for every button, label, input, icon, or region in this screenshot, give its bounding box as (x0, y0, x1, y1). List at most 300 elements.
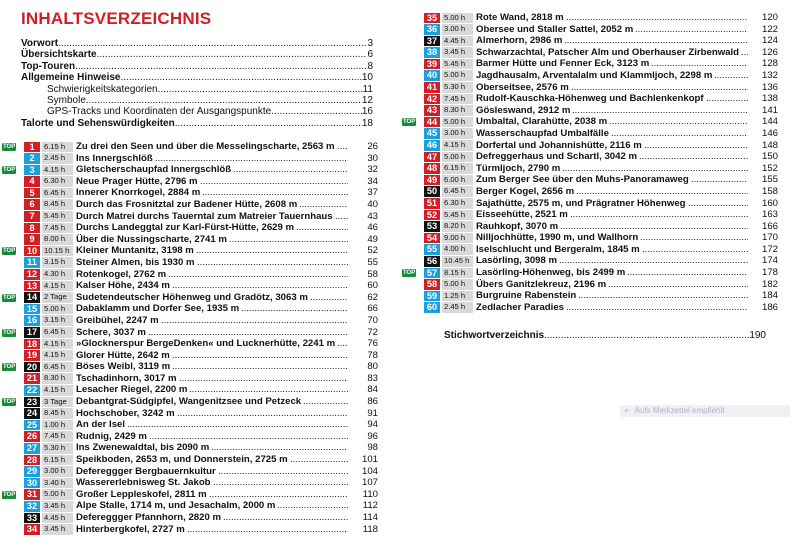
tour-page: 86 (348, 396, 378, 408)
tour-duration: 4.00 h (442, 244, 473, 255)
tour-duration: 5.00 h (442, 13, 473, 24)
tour-number: 28 (24, 455, 40, 466)
tour-name: Jagdhausalm, Arventalalm und Klammljoch, 2298 m (476, 69, 713, 81)
tour-name: Durch Matrei durchs Tauerntal zum Matreier Tauernhaus (76, 210, 333, 222)
tour-page: 122 (748, 24, 778, 36)
tour-number: 56 (424, 256, 440, 267)
leader-dots (158, 84, 363, 95)
front-matter-list (21, 38, 373, 129)
stichwort-page: 190 (749, 330, 766, 341)
toc-label: Allgemeine Hinweise (21, 72, 121, 84)
top-badge: TOP (3, 364, 16, 371)
top-badge: TOP (3, 167, 16, 174)
top-badge: TOP (3, 144, 16, 150)
leader-dots (97, 49, 368, 60)
toc-label: Symbole (47, 94, 86, 106)
tour-number: 40 (424, 70, 440, 81)
top-badge: TOP (403, 119, 416, 126)
tour-name: Rote Wand, 2818 m (476, 12, 564, 23)
tour-duration: 5.30 h (42, 443, 73, 454)
top-badge: TOP (403, 270, 416, 277)
tour-duration: 4.30 h (42, 269, 73, 280)
tour-name: Barmer Hütte und Fenner Eck, 3123 m (476, 58, 650, 70)
leader-dots (562, 163, 748, 175)
tour-name: Umbaltal, Clarahütte, 2038 m (476, 116, 608, 128)
tour-name: Lasörling-Höhenweg, bis 2499 m (476, 267, 626, 279)
tour-page: 60 (348, 280, 378, 292)
tour-duration: 5.00 h (42, 304, 73, 315)
tour-page: 163 (748, 209, 778, 221)
leader-dots (172, 361, 348, 373)
leader-dots (196, 245, 348, 257)
tour-number: 59 (424, 291, 440, 302)
tour-number: 45 (424, 128, 440, 139)
tour-name: Obersee und Staller Sattel, 2052 m (476, 23, 634, 35)
leader-dots (197, 257, 348, 269)
tour-number: 14 (24, 292, 40, 303)
toc-page: 18 (361, 117, 373, 129)
toc-entry[interactable] (21, 61, 373, 72)
leader-dots (127, 419, 348, 431)
tour-duration: 6.30 h (442, 198, 473, 209)
tour-page: 186 (748, 302, 778, 314)
leader-dots (640, 232, 748, 244)
leader-dots (570, 209, 748, 221)
tour-number: 21 (24, 373, 40, 384)
tour-number: 2 (24, 153, 40, 164)
tour-number: 30 (24, 478, 40, 489)
tour-name: Alpe Stalle, 1714 m, und Jesachalm, 2000 m (76, 500, 276, 512)
tour-page: 32 (348, 164, 378, 176)
leader-dots (155, 153, 348, 165)
tour-number: 52 (424, 210, 440, 221)
tour-number: 29 (24, 466, 40, 477)
tour-duration: 8.45 h (42, 408, 73, 419)
tour-name: Türmljoch, 2790 m (476, 162, 561, 174)
tour-page: 37 (348, 187, 378, 199)
tour-duration: 3.15 h (42, 257, 73, 268)
tour-duration: 4.15 h (42, 385, 73, 396)
toc-page: 11 (362, 83, 373, 95)
tour-page: 55 (348, 257, 378, 269)
leader-dots (177, 408, 348, 420)
tour-duration: 4.45 h (442, 36, 473, 47)
tour-name: Durchs Landeggtal zur Karl-Fürst-Hütte, 2629 m (76, 222, 295, 234)
tour-page: 155 (748, 174, 778, 186)
toc-label: Vorwort (21, 38, 59, 49)
tour-page: 112 (348, 500, 378, 512)
tour-name: Steiner Almen, bis 1930 m (76, 256, 195, 268)
leader-dots (299, 199, 348, 211)
tour-name: Wassererlebnisweg St. Jakob (76, 477, 211, 489)
tour-number: 34 (24, 524, 40, 535)
tour-page: 83 (348, 373, 378, 385)
leader-dots (609, 116, 748, 128)
tour-number: 26 (24, 431, 40, 442)
tour-name: Dorfertal und Johannishütte, 2116 m (476, 139, 642, 151)
tour-number: 53 (424, 221, 440, 232)
tour-name: Lesacher Riegel, 2200 m (76, 384, 188, 396)
tour-duration: 7.45 h (42, 223, 73, 234)
tour-duration: 7.45 h (442, 94, 473, 105)
tour-duration: 1.00 h (42, 420, 73, 431)
tour-page: 184 (748, 290, 778, 302)
tour-page: 96 (348, 431, 378, 443)
leader-dots (86, 95, 362, 106)
tour-number: 48 (424, 163, 440, 174)
tour-page: 132 (748, 70, 778, 82)
tour-page: 26 (348, 141, 378, 153)
tour-name: Rudolf-Kauschka-Höhenweg und Bachlenkenkopf (476, 93, 704, 105)
tour-number: 20 (24, 362, 40, 373)
tour-number: 9 (24, 234, 40, 245)
tour-duration: 8.20 h (442, 221, 473, 232)
tour-name: Hochschober, 3242 m (76, 407, 175, 419)
right-page (400, 0, 800, 554)
tour-duration: 3.45 h (42, 501, 73, 512)
tour-page: 98 (348, 442, 378, 454)
tour-name: Iselschlucht und Bergeralm, 1845 m (476, 243, 640, 255)
page-title: INHALTSVERZEICHNIS (21, 9, 212, 28)
leader-dots (189, 384, 348, 396)
tour-duration: 3.40 h (42, 478, 73, 489)
leader-dots (644, 140, 748, 152)
tour-page: 126 (748, 47, 778, 59)
tour-number: 57 (424, 268, 440, 279)
tour-number: 39 (424, 59, 440, 70)
tour-number: 7 (24, 211, 40, 222)
leader-dots (229, 234, 348, 246)
tour-name: Neue Prager Hütte, 2796 m (76, 175, 198, 187)
tour-duration: 8.15 h (442, 268, 473, 279)
leader-dots (642, 244, 748, 256)
tour-page: 124 (748, 35, 778, 47)
tour-name: Defereggger Bergbauernkultur (76, 465, 216, 477)
tour-number: 23 (24, 397, 40, 408)
tour-number: 13 (24, 281, 40, 292)
leader-dots (296, 222, 348, 234)
leader-dots (337, 338, 348, 350)
tour-duration: 6.00 h (442, 175, 473, 186)
leader-dots (241, 303, 348, 315)
leader-dots (608, 279, 748, 291)
toc-entry[interactable] (21, 49, 373, 60)
tour-number: 17 (24, 327, 40, 338)
leader-dots (168, 269, 348, 281)
tour-number: 36 (424, 24, 440, 35)
wishlist-label: Aufs Merkzettel empfiehlt (634, 406, 725, 415)
tour-page: 66 (348, 303, 378, 315)
tour-duration: 4.15 h (42, 350, 73, 361)
tour-duration: 7.45 h (42, 431, 73, 442)
tour-page: 110 (348, 489, 378, 501)
tour-duration: 5.00 h (442, 279, 473, 290)
tour-name: Großer Leppleskofel, 2811 m (76, 488, 207, 500)
leader-dots (651, 58, 748, 70)
toc-entry[interactable] (21, 84, 373, 95)
toc-label: Top-Touren (21, 60, 76, 72)
tour-number: 55 (424, 244, 440, 255)
tour-page: 138 (748, 93, 778, 105)
tour-number: 37 (424, 36, 440, 47)
tour-page: 182 (748, 279, 778, 291)
top-badge: TOP (3, 294, 16, 301)
tour-number: 31 (24, 489, 40, 500)
tour-duration: 5.00 h (42, 489, 73, 500)
toc-page: 3 (367, 38, 373, 49)
tour-duration: 3.15 h (42, 315, 73, 326)
tour-duration: 6.15 h (442, 163, 473, 174)
tour-page: 30 (348, 153, 378, 165)
tour-duration: 5.00 h (442, 117, 473, 128)
tour-number: 10 (24, 246, 40, 257)
tour-name: Sajathütte, 2575 m, und Prägratner Höhenweg (476, 197, 686, 209)
tour-number: 24 (24, 408, 40, 419)
leader-dots (218, 466, 348, 478)
leader-dots (578, 290, 748, 302)
tour-page: 172 (748, 244, 778, 256)
tour-name: Wasserschaupfad Umbalfälle (476, 127, 609, 139)
tour-page: 107 (348, 477, 378, 489)
leader-dots (576, 186, 748, 198)
leader-dots (635, 24, 748, 36)
tour-duration: 5.45 h (42, 211, 73, 222)
leader-dots (691, 174, 748, 186)
tour-page: 150 (748, 151, 778, 163)
tour-number: 19 (24, 350, 40, 361)
tour-page: 118 (348, 524, 378, 536)
leader-dots (741, 47, 748, 59)
tour-name: Nilljochhütte, 1990 m, und Wallhorn (476, 232, 639, 244)
tour-name: Rudnig, 2429 m (76, 430, 147, 442)
tour-page: 91 (348, 408, 378, 420)
tour-duration: 2.45 h (42, 153, 73, 164)
tour-name: Rotenkogel, 2762 m (76, 268, 167, 280)
tour-name: »Glocknerspur BergeDenken« und Lucknerhütte, 2241 m (76, 338, 336, 350)
tour-duration: 9.00 h (442, 233, 473, 244)
tour-page: 141 (748, 105, 778, 117)
tour-number: 11 (24, 257, 40, 268)
tour-number: 12 (24, 269, 40, 280)
leader-dots (566, 302, 748, 314)
tour-duration: 1.25 h (442, 291, 473, 302)
leader-dots (175, 118, 362, 129)
tour-name: Ins Zwenewaldtal, bis 2090 m (76, 442, 210, 454)
tour-name: Durch das Frosnitztal zur Badener Hütte, 2608 m (76, 198, 298, 210)
tour-page: 58 (348, 269, 378, 281)
tour-number: 33 (24, 513, 40, 524)
tour-number: 60 (424, 302, 440, 313)
tour-page: 146 (748, 128, 778, 140)
tour-page: 76 (348, 338, 378, 350)
toc-page: 8 (367, 60, 373, 72)
tour-name: Eisseehütte, 2521 m (476, 209, 568, 221)
tour-number: 58 (424, 279, 440, 290)
tour-page: 178 (748, 267, 778, 279)
leader-dots (559, 255, 748, 267)
tour-page: 34 (348, 176, 378, 188)
tour-duration: 3.45 h (442, 47, 473, 58)
tour-duration: 6.15 h (42, 142, 73, 153)
stichwort-label: Stichwortverzeichnis (444, 330, 545, 341)
leader-dots (337, 141, 348, 153)
tour-duration: 6.15 h (42, 455, 73, 466)
leader-dots (200, 176, 348, 188)
wishlist-button[interactable] (620, 405, 790, 417)
tour-page: 43 (348, 211, 378, 223)
tour-number: 47 (424, 152, 440, 163)
leader-dots (611, 128, 748, 140)
toc-entry[interactable] (21, 72, 373, 83)
tour-duration: 2.45 h (442, 302, 473, 313)
toc-entry[interactable] (21, 118, 373, 129)
tour-name: Defreggerhaus und Schartl, 3042 m (476, 151, 638, 163)
tour-page: 70 (348, 315, 378, 327)
tour-duration: 4.15 h (42, 339, 73, 350)
tour-duration: 6.45 h (442, 186, 473, 197)
tour-name: Oberseitsee, 2576 m (476, 81, 569, 93)
toc-page: 6 (367, 49, 373, 61)
tour-name: Gösleswand, 2912 m (476, 104, 571, 116)
leader-dots (213, 477, 348, 489)
tour-number: 18 (24, 339, 40, 350)
leader-dots (544, 330, 749, 342)
tour-duration: 8.00 h (42, 234, 73, 245)
tour-page: 114 (348, 512, 378, 524)
tour-name: Defereggger Pfannhorn, 2820 m (76, 512, 222, 523)
tour-name: Zu drei den Seen und über die Messelingscharte, 2563 m (76, 141, 335, 152)
top-badge: TOP (3, 248, 16, 255)
leader-dots (58, 38, 367, 49)
tour-name: Böses Weibl, 3119 m (76, 361, 171, 373)
tour-duration: 4.45 h (42, 513, 73, 524)
tour-page: 101 (348, 454, 378, 466)
tour-duration: 6.45 h (42, 362, 73, 373)
leader-dots (211, 442, 348, 454)
tour-duration: 3 Tage (42, 397, 73, 408)
tour-duration: 5.00 h (442, 70, 473, 81)
tour-number: 44 (424, 117, 440, 128)
tour-number: 6 (24, 199, 40, 210)
tour-page: 49 (348, 234, 378, 246)
tour-name: Burgruine Rabenstein (476, 290, 577, 302)
tour-page: 174 (748, 255, 778, 267)
leader-dots (564, 35, 748, 47)
tour-number: 4 (24, 176, 40, 187)
top-badge: TOP (3, 491, 16, 498)
tour-page: 62 (348, 292, 378, 304)
leader-dots (303, 396, 348, 408)
tour-page: 120 (748, 12, 778, 24)
leader-dots (290, 454, 348, 466)
tour-name: Zedlacher Paradies (476, 301, 564, 313)
tour-name: Lasörling, 3098 m (476, 255, 558, 267)
tour-name: Innerer Knorrkogel, 2884 m (76, 187, 201, 199)
leader-dots (706, 93, 748, 105)
plus-icon: + (624, 406, 629, 415)
tour-number: 38 (424, 47, 440, 58)
toc-entry[interactable] (21, 106, 373, 117)
leader-dots (223, 512, 348, 524)
leader-dots (148, 327, 348, 339)
tour-page: 84 (348, 384, 378, 396)
tour-duration: 5.30 h (442, 82, 473, 93)
leader-dots (335, 211, 348, 223)
tour-duration: 2 Tage (42, 292, 73, 303)
tour-duration: 4.15 h (42, 281, 73, 292)
tour-number: 46 (424, 140, 440, 151)
tour-duration: 6.45 h (42, 188, 73, 199)
top-badge: TOP (3, 399, 16, 406)
leader-dots (209, 489, 348, 501)
tour-number: 35 (424, 13, 440, 24)
stichwort-entry[interactable] (444, 330, 766, 342)
tour-duration: 4.15 h (42, 165, 73, 176)
tour-name: Übers Ganitzlekreuz, 2196 m (476, 278, 607, 290)
tour-page: 152 (748, 163, 778, 175)
tour-name: Kleiner Muntanitz, 3198 m (76, 245, 194, 257)
tour-page: 52 (348, 245, 378, 257)
tour-name: Kalser Höhe, 2434 m (76, 280, 170, 292)
leader-dots (571, 82, 748, 94)
tour-duration: 3.00 h (42, 466, 73, 477)
leader-dots (187, 524, 348, 536)
tour-duration: 10.45 h (442, 256, 473, 267)
tour-duration: 5.00 h (442, 152, 473, 163)
tour-page: 166 (748, 221, 778, 233)
tour-duration: 6.45 h (42, 327, 73, 338)
leader-dots (233, 164, 348, 176)
toc-entry[interactable] (21, 95, 373, 106)
tour-name: Über die Nussingscharte, 2741 m (76, 233, 227, 245)
toc-entry[interactable] (21, 38, 373, 49)
tour-name: Speikboden, 2653 m, und Donnerstein, 2725 m (76, 454, 288, 466)
leader-dots (310, 292, 348, 304)
toc-label: Talorte und Sehenswürdigkeiten (21, 117, 175, 129)
tour-duration: 6.30 h (42, 176, 73, 187)
tour-number: 54 (424, 233, 440, 244)
tour-name: Glorer Hütte, 2642 m (76, 349, 170, 361)
toc-label: Schwierigkeitskategorien (47, 83, 158, 95)
leader-dots (75, 61, 367, 72)
tour-page: 148 (748, 140, 778, 152)
tour-page: 80 (348, 361, 378, 373)
leader-dots (566, 12, 748, 24)
tour-duration: 10.15 h (42, 246, 73, 257)
tour-page: 94 (348, 419, 378, 431)
leader-dots (179, 373, 348, 385)
tour-page: 144 (748, 116, 778, 128)
tour-page: 136 (748, 82, 778, 94)
tour-number: 8 (24, 223, 40, 234)
leader-dots (688, 198, 748, 210)
leader-dots (120, 72, 361, 83)
tour-page: 78 (348, 350, 378, 362)
tour-name: Gletscherschaupfad Innergschlöß (76, 164, 232, 176)
tour-page: 46 (348, 222, 378, 234)
tour-number: 41 (424, 82, 440, 93)
tour-number: 22 (24, 385, 40, 396)
leader-dots (149, 431, 348, 443)
leader-dots (271, 106, 362, 117)
tour-name: Almerhorn, 2986 m (476, 35, 563, 47)
tour-number: 49 (424, 175, 440, 186)
tour-name: Berger Kogel, 2656 m (476, 185, 575, 197)
tour-number: 27 (24, 443, 40, 454)
toc-label: Übersichtskarte (21, 49, 97, 61)
tour-page: 158 (748, 186, 778, 198)
leader-dots (277, 500, 348, 512)
